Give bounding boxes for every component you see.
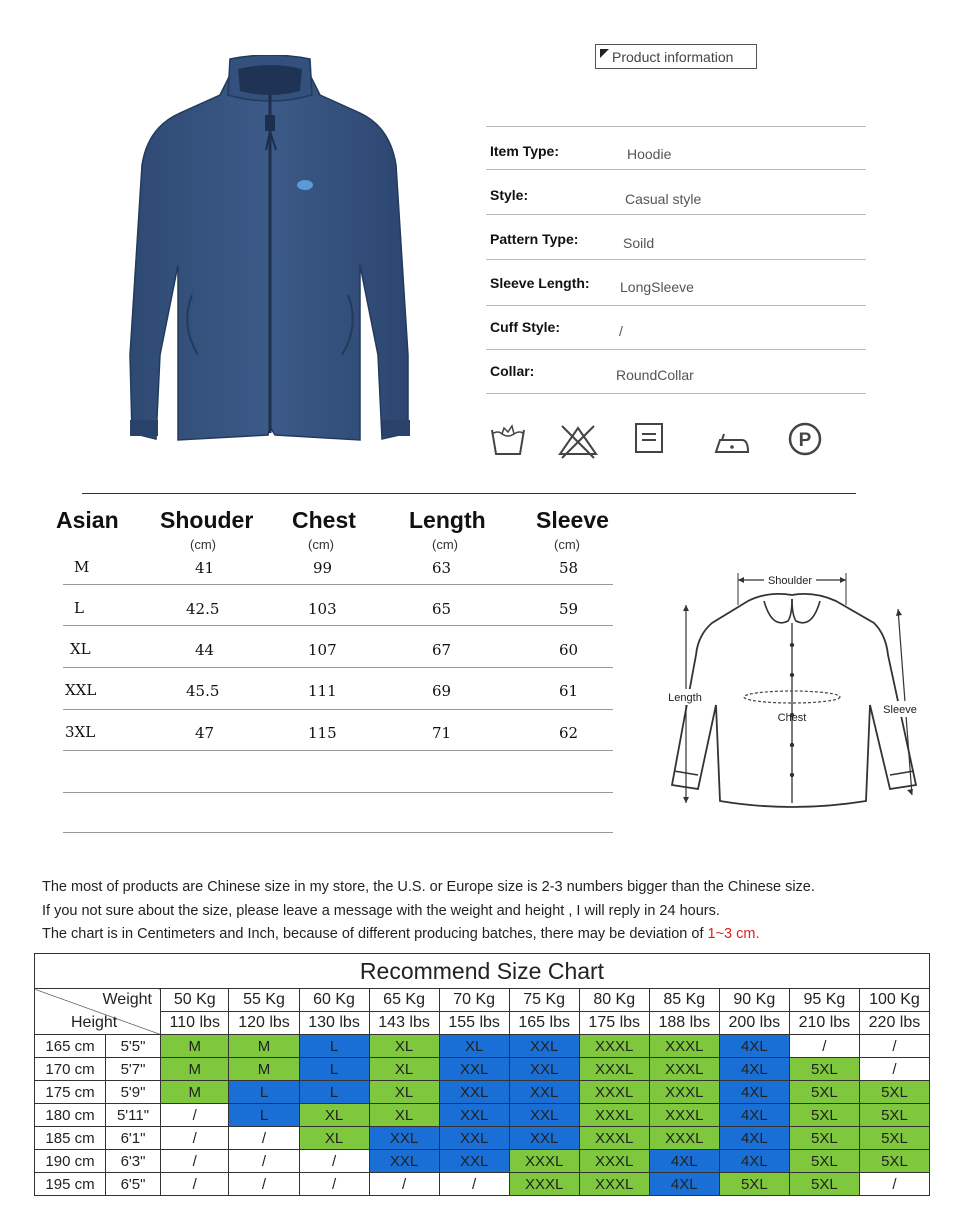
size-recommendation-cell: M (229, 1035, 299, 1058)
shoulder-label: Shoulder (767, 575, 813, 587)
height-ft-cell: 6'5" (106, 1173, 161, 1196)
size-cell: 111 (308, 682, 337, 700)
height-cm-cell: 165 cm (35, 1035, 106, 1058)
size-recommendation-cell: 5XL (859, 1150, 929, 1173)
section-divider (82, 493, 856, 494)
size-recommendation-cell: XXL (439, 1081, 509, 1104)
measurement-diagram (660, 565, 922, 810)
cuff-style-key: Cuff Style: (490, 319, 560, 335)
size-recommendation-cell: XXL (509, 1127, 579, 1150)
size-cell: 58 (559, 559, 579, 577)
height-row (35, 1173, 930, 1196)
size-recommendation-cell: 4XL (719, 1035, 789, 1058)
size-cell: 45.5 (186, 682, 220, 700)
header-length: Length (409, 507, 486, 533)
sleeve-label: Sleeve (883, 704, 917, 716)
height-ft-cell: 5'11" (106, 1104, 161, 1127)
size-recommendation-cell: 5XL (789, 1058, 859, 1081)
size-recommendation-cell: XXXL (509, 1173, 579, 1196)
style-key: Style: (490, 187, 529, 203)
row-divider (63, 584, 613, 585)
triangle-icon (600, 49, 609, 58)
size-recommendation-cell: M (161, 1058, 229, 1081)
weight-lbs-cell: 143 lbs (369, 1012, 439, 1035)
size-cell: XXL (65, 681, 97, 699)
weight-kg-cell: 65 Kg (369, 989, 439, 1012)
size-recommendation-cell: / (369, 1173, 439, 1196)
size-recommendation-cell: / (859, 1173, 929, 1196)
item-type-value: Hoodie (627, 146, 672, 162)
size-recommendation-cell: 5XL (789, 1081, 859, 1104)
height-cm-cell: 185 cm (35, 1127, 106, 1150)
size-recommendation-cell: 5XL (789, 1127, 859, 1150)
size-recommendation-cell: 4XL (719, 1081, 789, 1104)
height-ft-cell: 5'7" (106, 1058, 161, 1081)
size-cell: 63 (432, 559, 452, 577)
size-cell: 44 (195, 641, 215, 659)
note-deviation: 1~3 cm. (707, 926, 760, 942)
height-cm-cell: 170 cm (35, 1058, 106, 1081)
size-recommendation-cell: XL (369, 1058, 439, 1081)
size-cell: 47 (195, 724, 215, 742)
height-cm-cell: 175 cm (35, 1081, 106, 1104)
unit-cm: (cm) (432, 537, 458, 552)
size-recommendation-cell: 5XL (789, 1150, 859, 1173)
weight-kg-cell: 60 Kg (299, 989, 369, 1012)
size-recommendation-cell: XXXL (579, 1104, 649, 1127)
divider (486, 393, 866, 394)
divider (486, 169, 866, 170)
weight-lbs-cell: 175 lbs (579, 1012, 649, 1035)
weight-lbs-cell: 165 lbs (509, 1012, 579, 1035)
height-ft-cell: 6'3" (106, 1150, 161, 1173)
size-cell: 67 (432, 641, 452, 659)
height-row (35, 1035, 930, 1058)
weight-lbs-cell: 130 lbs (299, 1012, 369, 1035)
size-cell: 61 (559, 682, 579, 700)
size-recommendation-cell: XXXL (649, 1127, 719, 1150)
note-line-2: If you not sure about the size, please leave a message with the weight and height , I will reply in 24 hours. (42, 903, 720, 919)
size-recommendation-cell: M (161, 1035, 229, 1058)
weight-height-corner (35, 989, 161, 1035)
size-recommendation-cell: XXL (509, 1081, 579, 1104)
size-recommendation-cell: M (229, 1058, 299, 1081)
size-recommendation-cell: XL (299, 1127, 369, 1150)
size-recommendation-cell: 4XL (649, 1150, 719, 1173)
item-type-key: Item Type: (490, 143, 559, 159)
size-recommendation-cell: / (161, 1104, 229, 1127)
weight-kg-cell: 55 Kg (229, 989, 299, 1012)
size-recommendation-cell: M (161, 1081, 229, 1104)
height-row (35, 1081, 930, 1104)
size-cell: 65 (432, 600, 452, 618)
size-cell: 115 (308, 724, 337, 742)
size-recommendation-cell: XXL (439, 1104, 509, 1127)
size-recommendation-cell: L (299, 1081, 369, 1104)
size-recommendation-cell: 4XL (719, 1127, 789, 1150)
size-recommendation-cell: XL (439, 1035, 509, 1058)
product-info-header (595, 44, 757, 69)
dry-clean-p-icon (786, 420, 826, 460)
length-label: Length (668, 692, 702, 704)
size-recommendation-cell: L (229, 1104, 299, 1127)
weight-kg-row (35, 989, 930, 1012)
size-recommendation-cell: XL (369, 1035, 439, 1058)
size-recommendation-cell: 4XL (649, 1173, 719, 1196)
chart-title: Recommend Size Chart (35, 954, 930, 989)
collar-value: RoundCollar (616, 367, 694, 383)
weight-label: Weight (102, 991, 152, 1008)
size-cell: 99 (313, 559, 333, 577)
size-recommendation-cell: / (859, 1035, 929, 1058)
size-recommendation-cell: XXXL (649, 1081, 719, 1104)
size-recommendation-cell: XL (369, 1081, 439, 1104)
size-recommendation-cell: XXXL (579, 1173, 649, 1196)
size-recommendation-cell: XXXL (579, 1081, 649, 1104)
size-cell: 3XL (65, 723, 96, 741)
size-cell: 107 (308, 641, 337, 659)
size-recommendation-cell: XXXL (579, 1058, 649, 1081)
size-recommendation-cell: / (299, 1173, 369, 1196)
size-recommendation-cell: XXL (509, 1104, 579, 1127)
style-value: Casual style (625, 191, 702, 207)
size-recommendation-cell: XXXL (579, 1150, 649, 1173)
note-line-3 (42, 926, 760, 942)
pattern-type-value: Soild (623, 235, 655, 251)
weight-lbs-cell: 220 lbs (859, 1012, 929, 1035)
weight-lbs-cell: 155 lbs (439, 1012, 509, 1035)
size-cell: XL (70, 640, 91, 658)
size-cell: 60 (559, 641, 579, 659)
divider (486, 305, 866, 306)
size-recommendation-cell: XXL (439, 1150, 509, 1173)
pattern-type-key: Pattern Type: (490, 231, 579, 247)
header-shoulder: Shouder (160, 507, 254, 533)
size-recommendation-cell: / (789, 1035, 859, 1058)
size-recommendation-cell: XL (299, 1104, 369, 1127)
size-recommendation-cell: L (229, 1081, 299, 1104)
size-recommendation-cell: XXXL (649, 1058, 719, 1081)
height-cm-cell: 195 cm (35, 1173, 106, 1196)
header-asian: Asian (56, 507, 119, 533)
weight-lbs-cell: 200 lbs (719, 1012, 789, 1035)
note-line-3-text: The chart is in Centimeters and Inch, because of different producing batches, there may be deviation of (42, 926, 708, 942)
divider (486, 349, 866, 350)
size-recommendation-cell: 5XL (789, 1104, 859, 1127)
product-info-title: Product information (612, 49, 734, 65)
weight-lbs-cell: 120 lbs (229, 1012, 299, 1035)
divider (486, 126, 866, 127)
size-recommendation-cell: XXL (369, 1127, 439, 1150)
size-recommendation-cell: XXL (439, 1127, 509, 1150)
weight-kg-cell: 100 Kg (859, 989, 929, 1012)
weight-lbs-cell: 210 lbs (789, 1012, 859, 1035)
row-divider (63, 709, 613, 710)
weight-kg-cell: 75 Kg (509, 989, 579, 1012)
height-cm-cell: 190 cm (35, 1150, 106, 1173)
no-bleach-icon (558, 420, 598, 460)
size-cell: 62 (559, 724, 579, 742)
height-row (35, 1127, 930, 1150)
size-recommendation-cell: 4XL (719, 1150, 789, 1173)
collar-key: Collar: (490, 363, 535, 379)
size-recommendation-cell: 5XL (859, 1127, 929, 1150)
low-iron-icon (712, 420, 752, 460)
note-line-1: The most of products are Chinese size in my store, the U.S. or Europe size is 2-3 numbers bigger than the Chinese size. (42, 879, 815, 895)
height-row (35, 1150, 930, 1173)
height-ft-cell: 6'1" (106, 1127, 161, 1150)
line-dry-icon (632, 420, 672, 460)
size-recommendation-cell: 5XL (859, 1081, 929, 1104)
size-recommendation-cell: L (299, 1035, 369, 1058)
divider (486, 259, 866, 260)
divider (486, 214, 866, 215)
size-cell: 69 (432, 682, 452, 700)
weight-kg-cell: 90 Kg (719, 989, 789, 1012)
row-divider (63, 832, 613, 833)
row-divider (63, 667, 613, 668)
weight-lbs-cell: 188 lbs (649, 1012, 719, 1035)
size-cell: 42.5 (186, 600, 220, 618)
weight-lbs-cell: 110 lbs (161, 1012, 229, 1035)
size-recommendation-cell: / (859, 1058, 929, 1081)
height-label: Height (71, 1014, 118, 1031)
size-recommendation-cell: XXXL (509, 1150, 579, 1173)
size-recommendation-cell: XXXL (579, 1035, 649, 1058)
size-recommendation-cell: / (439, 1173, 509, 1196)
svg-text:P: P (798, 430, 812, 451)
unit-cm: (cm) (308, 537, 334, 552)
size-recommendation-cell: 5XL (789, 1173, 859, 1196)
size-cell: 59 (559, 600, 579, 618)
row-divider (63, 625, 613, 626)
row-divider (63, 792, 613, 793)
size-cell: 41 (195, 559, 215, 577)
size-recommendation-cell: L (299, 1058, 369, 1081)
size-recommendation-cell: / (229, 1150, 299, 1173)
size-recommendation-cell: / (229, 1173, 299, 1196)
size-recommendation-cell: / (229, 1127, 299, 1150)
size-recommendation-cell: XXL (369, 1150, 439, 1173)
size-recommendation-cell: 4XL (719, 1058, 789, 1081)
weight-kg-cell: 70 Kg (439, 989, 509, 1012)
weight-lbs-row (35, 1012, 930, 1035)
size-recommendation-cell: 4XL (719, 1104, 789, 1127)
size-cell: M (74, 558, 90, 576)
sleeve-length-key: Sleeve Length: (490, 275, 590, 291)
size-recommendation-cell: XXXL (579, 1127, 649, 1150)
row-divider (63, 750, 613, 751)
size-recommendation-cell: / (161, 1150, 229, 1173)
size-cell: L (74, 599, 84, 617)
size-recommendation-cell: / (161, 1127, 229, 1150)
unit-cm: (cm) (190, 537, 216, 552)
height-row (35, 1104, 930, 1127)
product-jacket-image (120, 55, 420, 445)
height-ft-cell: 5'5" (106, 1035, 161, 1058)
size-recommendation-cell: XXL (509, 1035, 579, 1058)
size-cell: 71 (432, 724, 452, 742)
height-ft-cell: 5'9" (106, 1081, 161, 1104)
size-recommendation-cell: 5XL (859, 1104, 929, 1127)
header-sleeve: Sleeve (536, 507, 609, 533)
size-recommendation-cell: XL (369, 1104, 439, 1127)
size-cell: 103 (308, 600, 337, 618)
chest-label: Chest (777, 712, 807, 724)
header-chest: Chest (292, 507, 356, 533)
weight-kg-cell: 85 Kg (649, 989, 719, 1012)
cuff-style-value: / (619, 323, 623, 339)
size-recommendation-cell: XXL (439, 1058, 509, 1081)
recommend-size-chart (34, 953, 930, 1196)
weight-kg-cell: 80 Kg (579, 989, 649, 1012)
hand-wash-icon (488, 420, 528, 460)
size-recommendation-cell: / (299, 1150, 369, 1173)
height-row (35, 1058, 930, 1081)
size-recommendation-cell: / (161, 1173, 229, 1196)
weight-kg-cell: 95 Kg (789, 989, 859, 1012)
size-recommendation-cell: XXL (509, 1058, 579, 1081)
size-recommendation-cell: 5XL (719, 1173, 789, 1196)
chart-title-row (35, 954, 930, 989)
unit-cm: (cm) (554, 537, 580, 552)
size-recommendation-cell: XXXL (649, 1104, 719, 1127)
height-cm-cell: 180 cm (35, 1104, 106, 1127)
size-recommendation-cell: XXXL (649, 1035, 719, 1058)
weight-kg-cell: 50 Kg (161, 989, 229, 1012)
sleeve-length-value: LongSleeve (620, 279, 694, 295)
